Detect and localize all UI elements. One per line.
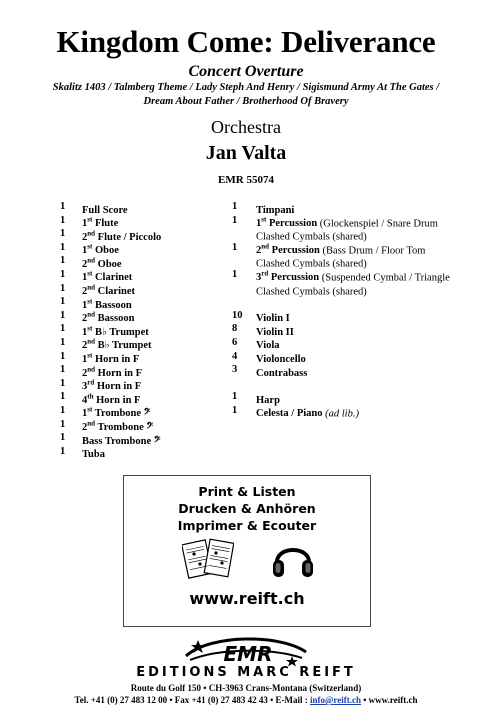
- part-count: 1: [60, 336, 66, 348]
- part-ordinal: 2: [82, 340, 88, 352]
- part-label: Horn in F: [93, 394, 141, 406]
- part-count: 8: [232, 323, 238, 335]
- part-ordinal: 2: [82, 286, 88, 298]
- part-name: [256, 404, 359, 421]
- part-ordinal: 1: [82, 354, 88, 366]
- part-label: Viola: [256, 340, 280, 352]
- part-count: 1: [60, 255, 66, 267]
- part-count: 1: [60, 214, 66, 226]
- part-label: Violin I: [256, 313, 290, 325]
- part-label: Harp: [256, 394, 280, 406]
- part-row: [232, 227, 472, 241]
- part-count: 1: [232, 214, 238, 226]
- part-detail: Clashed Cymbals (shared): [256, 286, 367, 298]
- ensemble: Orchestra: [211, 117, 281, 137]
- part-count: 1: [60, 282, 66, 294]
- part-ordinal: 2: [82, 422, 88, 433]
- part-ordinal: 4: [82, 394, 88, 406]
- part-detail: (Bass Drum / Floor Tom: [319, 245, 426, 257]
- catalog-code: EMR 55074: [218, 174, 274, 186]
- part-count: 1: [60, 364, 66, 376]
- part-ordinal-suffix: st: [87, 405, 93, 414]
- part-count: 1: [60, 391, 66, 403]
- part-row: [60, 445, 230, 459]
- part-ordinal-suffix: nd: [87, 256, 96, 265]
- part-row: [60, 309, 230, 323]
- part-ordinal-suffix: nd: [87, 229, 96, 238]
- part-detail: (Glockenspiel / Snare Drum: [317, 218, 438, 230]
- part-row: [60, 227, 230, 241]
- part-count: 1: [60, 201, 66, 212]
- part-count: 1: [60, 350, 66, 362]
- part-label: Tuba: [82, 449, 105, 461]
- subtitle: Concert Overture: [188, 63, 304, 80]
- part-ordinal: 1: [82, 218, 88, 230]
- part-label: Oboe: [92, 245, 119, 257]
- promo-line-3: Imprimer & Ecouter: [177, 518, 317, 533]
- part-ordinal-suffix: nd: [87, 283, 96, 292]
- part-row: [60, 254, 230, 268]
- part-ordinal-suffix: st: [261, 215, 267, 224]
- part-row: [60, 214, 230, 228]
- part-name: [256, 282, 367, 299]
- part-label: Trombone 𝄢: [95, 422, 154, 433]
- part-row: [232, 350, 472, 364]
- part-row: [60, 322, 230, 336]
- part-label: Clarinet: [95, 286, 135, 298]
- part-label: Horn in F: [95, 367, 143, 379]
- part-count: 1: [232, 404, 238, 416]
- part-name: [82, 445, 105, 462]
- part-row: [232, 282, 472, 296]
- part-ordinal-suffix: nd: [87, 310, 96, 319]
- part-label: Clarinet: [92, 272, 133, 284]
- part-detail: (ad lib.): [322, 408, 359, 420]
- part-ordinal-suffix: nd: [87, 365, 96, 374]
- part-ordinal: 1: [82, 299, 88, 311]
- part-label: Oboe: [95, 258, 122, 270]
- part-ordinal: 1: [82, 245, 88, 257]
- part-row: [232, 200, 472, 214]
- part-label: Bassoon: [95, 313, 135, 325]
- part-label: Horn in F: [94, 381, 142, 393]
- publisher-name: EDITIONS MARC REIFT: [136, 665, 356, 680]
- part-ordinal: 2: [82, 367, 88, 379]
- part-count: 1: [232, 241, 238, 253]
- part-count: 1: [232, 201, 238, 212]
- part-ordinal-suffix: rd: [261, 269, 269, 278]
- part-row: [60, 390, 230, 404]
- part-row: [232, 254, 472, 268]
- part-count: 1: [60, 377, 66, 389]
- part-row: [60, 350, 230, 364]
- promo-website: www.reift.ch: [189, 589, 305, 608]
- part-label: Percussion: [269, 245, 320, 257]
- part-ordinal: 3: [82, 381, 88, 393]
- part-ordinal: 1: [82, 408, 88, 420]
- part-name: [256, 363, 307, 380]
- part-row: [232, 309, 472, 323]
- part-detail: (Suspended Cymbal / Triangle: [319, 272, 450, 284]
- part-label: Trombone 𝄢: [92, 408, 151, 420]
- print-listen-box: [123, 475, 371, 627]
- email-link[interactable]: info@reift.ch: [310, 695, 361, 705]
- themes-line-2: Dream About Father / Brotherhood Of Bravery: [143, 96, 349, 107]
- part-count: 1: [232, 268, 238, 280]
- part-ordinal: 1: [82, 272, 88, 284]
- part-ordinal-suffix: st: [87, 351, 93, 360]
- part-row: [232, 404, 472, 418]
- part-row: [232, 322, 472, 336]
- publisher-contact: [0, 695, 492, 705]
- part-count: 3: [232, 364, 238, 376]
- publisher-address: Route du Golf 150 • CH-3963 Crans-Montana (Switzerland): [130, 683, 362, 693]
- part-ordinal-suffix: st: [87, 215, 93, 224]
- part-row: [232, 336, 472, 350]
- part-label: Violin II: [256, 326, 294, 338]
- sheet-music-icon: [182, 536, 234, 582]
- part-row: [60, 404, 230, 418]
- headphones-icon: [269, 534, 317, 582]
- part-row: [232, 241, 472, 255]
- part-label: Flute / Piccolo: [95, 231, 162, 243]
- part-ordinal: 2: [82, 313, 88, 325]
- part-row: [60, 295, 230, 309]
- promo-line-1: Print & Listen: [198, 484, 296, 499]
- themes-line-1: Skalitz 1403 / Talmberg Theme / Lady Steph And Henry / Sigismund Army At The Gates /: [52, 82, 440, 93]
- part-label: Flute: [92, 218, 119, 230]
- part-row: [232, 390, 472, 404]
- part-count: 1: [60, 418, 66, 430]
- part-label: Celesta / Piano: [256, 408, 323, 420]
- part-label: Percussion: [266, 218, 318, 230]
- parts-list-right: [232, 200, 472, 418]
- part-count: 1: [60, 228, 66, 240]
- part-ordinal-suffix: st: [87, 297, 93, 306]
- part-count: 1: [60, 309, 66, 321]
- part-ordinal: 3: [256, 272, 262, 284]
- part-row: [60, 431, 230, 445]
- part-ordinal: 2: [82, 231, 88, 243]
- part-label: Bassoon: [92, 299, 132, 311]
- part-count: 1: [60, 296, 66, 308]
- promo-line-2: Drucken & Anhören: [178, 501, 316, 516]
- part-label: Bass Trombone 𝄢: [82, 435, 161, 447]
- part-row: [232, 214, 472, 228]
- part-label: Percussion: [268, 272, 320, 284]
- contact-phone-fax: Tel. +41 (0) 27 483 12 00 • Fax +41 (0) 27 483 42 43 • E-Mail :: [74, 695, 311, 705]
- composer: Jan Valta: [205, 142, 287, 164]
- part-row: [60, 241, 230, 255]
- part-label: Violoncello: [256, 354, 306, 366]
- part-ordinal: 1: [82, 326, 88, 338]
- title: Kingdom Come: Deliverance: [56, 24, 436, 59]
- svg-text:EMR: EMR: [223, 642, 273, 666]
- part-label: Contrabass: [256, 367, 308, 379]
- contact-website: • www.reift.ch: [360, 695, 418, 705]
- parts-list-left: [60, 200, 230, 461]
- part-ordinal-suffix: nd: [87, 337, 96, 346]
- part-count: 6: [232, 336, 238, 348]
- part-label: B♭ Trumpet: [92, 326, 149, 338]
- part-row: [60, 363, 230, 377]
- part-count: 1: [60, 268, 66, 280]
- part-row: [232, 268, 472, 282]
- part-detail: Clashed Cymbals (shared): [256, 258, 367, 270]
- part-ordinal-suffix: nd: [261, 242, 270, 251]
- part-count: 1: [60, 323, 66, 335]
- part-count: 10: [232, 309, 243, 321]
- part-row: [232, 363, 472, 377]
- part-label: Full Score: [82, 204, 128, 216]
- part-count: 1: [60, 241, 66, 253]
- part-ordinal: 1: [256, 218, 262, 230]
- part-row: [60, 418, 230, 432]
- part-count: 1: [232, 391, 238, 403]
- part-count: 1: [60, 404, 66, 416]
- part-label: B♭ Trumpet: [95, 340, 152, 352]
- part-ordinal-suffix: nd: [87, 419, 96, 428]
- part-label: Timpani: [256, 204, 295, 216]
- part-ordinal-suffix: rd: [87, 378, 95, 387]
- part-label: Horn in F: [92, 354, 140, 366]
- part-row: [60, 268, 230, 282]
- part-row: [60, 282, 230, 296]
- part-count: 4: [232, 350, 238, 362]
- part-ordinal: 2: [82, 258, 88, 270]
- part-ordinal: 2: [256, 245, 262, 257]
- part-row: [60, 200, 230, 214]
- part-row: [60, 336, 230, 350]
- part-ordinal-suffix: st: [87, 324, 93, 333]
- part-count: 1: [60, 445, 66, 457]
- part-detail: Clashed Cymbals (shared): [256, 231, 367, 243]
- part-row: [60, 377, 230, 391]
- part-ordinal-suffix: th: [87, 392, 94, 401]
- part-ordinal-suffix: st: [87, 269, 93, 278]
- part-count: 1: [60, 432, 66, 444]
- part-ordinal-suffix: st: [87, 242, 93, 251]
- emr-logo: [180, 630, 312, 670]
